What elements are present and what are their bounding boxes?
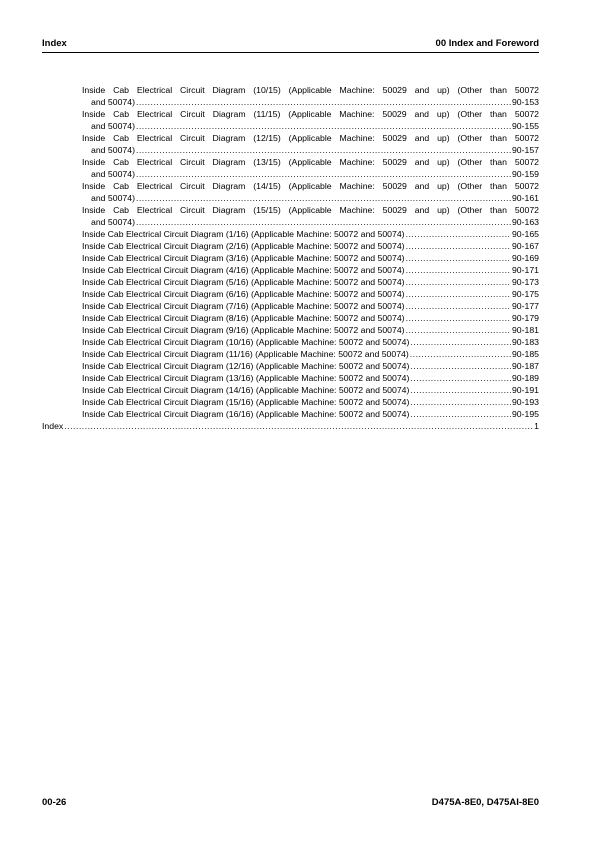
toc-entry[interactable] xyxy=(82,108,539,132)
toc-page-number: 90-187 xyxy=(511,361,539,371)
table-of-contents xyxy=(0,84,596,432)
toc-entry-title: Inside Cab Electrical Circuit Diagram (15/16) (Applicable Machine: 50072 and 50074) xyxy=(82,397,410,407)
toc-entry-title: Inside Cab Electrical Circuit Diagram (14/15) (Applicable Machine: 50029 and up) (Other than 50072 xyxy=(82,181,539,191)
toc-entry[interactable] xyxy=(82,276,539,288)
toc-entry[interactable] xyxy=(82,264,539,276)
toc-page-number: 90-171 xyxy=(511,265,539,275)
leader-dots xyxy=(406,288,511,300)
leader-dots xyxy=(136,192,511,204)
leader-dots xyxy=(410,348,511,360)
leader-dots xyxy=(410,396,511,408)
leader-dots xyxy=(406,300,511,312)
toc-page-number: 90-167 xyxy=(511,241,539,251)
page-header xyxy=(42,38,539,53)
leader-dots xyxy=(406,252,511,264)
toc-entry-title: Inside Cab Electrical Circuit Diagram (10/16) (Applicable Machine: 50072 and 50074) xyxy=(82,337,410,347)
toc-page-number: 1 xyxy=(534,421,539,431)
toc-entry[interactable] xyxy=(82,204,539,228)
toc-entry-title: Inside Cab Electrical Circuit Diagram (11/16) (Applicable Machine: 50072 and 50074) xyxy=(82,349,409,359)
toc-entry-title: Inside Cab Electrical Circuit Diagram (16/16) (Applicable Machine: 50072 and 50074) xyxy=(82,409,410,419)
toc-page-number: 90-157 xyxy=(511,145,539,155)
toc-entry-title: Inside Cab Electrical Circuit Diagram (8/16) (Applicable Machine: 50072 and 50074) xyxy=(82,313,405,323)
toc-page-number: 90-153 xyxy=(511,97,539,107)
leader-dots xyxy=(410,384,511,396)
toc-entry[interactable] xyxy=(82,252,539,264)
toc-page-number: 90-175 xyxy=(511,289,539,299)
header-chapter-title: 00 Index and Foreword xyxy=(435,38,539,49)
toc-page-number: 90-181 xyxy=(511,325,539,335)
leader-dots xyxy=(406,276,511,288)
leader-dots xyxy=(406,264,511,276)
leader-dots xyxy=(410,408,511,420)
toc-entry[interactable] xyxy=(82,348,539,360)
toc-entry[interactable] xyxy=(82,384,539,396)
toc-entry[interactable] xyxy=(82,372,539,384)
leader-dots xyxy=(406,324,511,336)
toc-entry-title: Inside Cab Electrical Circuit Diagram (12/16) (Applicable Machine: 50072 and 50074) xyxy=(82,361,410,371)
header-section-label: Index xyxy=(42,38,67,49)
toc-entry[interactable] xyxy=(82,132,539,156)
leader-dots xyxy=(410,372,511,384)
toc-entry-title-continued: and 50074) xyxy=(91,121,135,131)
toc-entry[interactable] xyxy=(82,324,539,336)
toc-entry[interactable] xyxy=(82,180,539,204)
toc-entry-title: Inside Cab Electrical Circuit Diagram (7/16) (Applicable Machine: 50072 and 50074) xyxy=(82,301,405,311)
toc-entry-title: Inside Cab Electrical Circuit Diagram (14/16) (Applicable Machine: 50072 and 50074) xyxy=(82,385,410,395)
toc-page-number: 90-179 xyxy=(511,313,539,323)
leader-dots xyxy=(136,96,511,108)
toc-entry-title: Inside Cab Electrical Circuit Diagram (2/16) (Applicable Machine: 50072 and 50074) xyxy=(82,241,405,251)
toc-entry-title-continued: and 50074) xyxy=(91,217,135,227)
leader-dots xyxy=(410,360,511,372)
leader-dots xyxy=(136,216,511,228)
toc-page-number: 90-183 xyxy=(511,337,539,347)
toc-entry-title: Inside Cab Electrical Circuit Diagram (11/15) (Applicable Machine: 50029 and up) (Other than 50072 xyxy=(82,109,539,119)
toc-entry[interactable] xyxy=(82,300,539,312)
toc-entry-title-continued: and 50074) xyxy=(91,97,135,107)
toc-entry-title: Inside Cab Electrical Circuit Diagram (9/16) (Applicable Machine: 50072 and 50074) xyxy=(82,325,405,335)
toc-entry[interactable] xyxy=(82,228,539,240)
toc-entry[interactable] xyxy=(82,312,539,324)
toc-page-number: 90-173 xyxy=(511,277,539,287)
toc-entry[interactable] xyxy=(82,240,539,252)
footer-model: D475A-8E0, D475AI-8E0 xyxy=(431,797,539,808)
toc-page-number: 90-163 xyxy=(511,217,539,227)
leader-dots xyxy=(136,168,511,180)
toc-entry[interactable] xyxy=(82,84,539,108)
toc-page-number: 90-195 xyxy=(511,409,539,419)
toc-entry[interactable] xyxy=(82,408,539,420)
toc-entry-title: Inside Cab Electrical Circuit Diagram (6/16) (Applicable Machine: 50072 and 50074) xyxy=(82,289,405,299)
toc-entry-title: Inside Cab Electrical Circuit Diagram (15/15) (Applicable Machine: 50029 and up) (Other than 50072 xyxy=(82,205,539,215)
footer-page-number: 00-26 xyxy=(42,797,67,808)
leader-dots xyxy=(136,144,511,156)
toc-page-number: 90-191 xyxy=(511,385,539,395)
toc-entry-title: Inside Cab Electrical Circuit Diagram (13/16) (Applicable Machine: 50072 and 50074) xyxy=(82,373,410,383)
leader-dots xyxy=(136,120,511,132)
toc-entry-index[interactable] xyxy=(42,420,539,432)
toc-entry[interactable] xyxy=(82,336,539,348)
toc-entry[interactable] xyxy=(82,288,539,300)
leader-dots xyxy=(64,420,533,432)
toc-page-number: 90-169 xyxy=(511,253,539,263)
toc-entry-title: Index xyxy=(42,421,64,431)
toc-entry-title-continued: and 50074) xyxy=(91,193,135,203)
leader-dots xyxy=(406,312,511,324)
toc-page-number: 90-193 xyxy=(511,397,539,407)
toc-entry[interactable] xyxy=(82,396,539,408)
toc-page-number: 90-177 xyxy=(511,301,539,311)
toc-page-number: 90-165 xyxy=(511,229,539,239)
page-footer xyxy=(42,797,539,808)
toc-page-number: 90-159 xyxy=(511,169,539,179)
toc-entry[interactable] xyxy=(82,156,539,180)
leader-dots xyxy=(406,228,511,240)
toc-entry-title: Inside Cab Electrical Circuit Diagram (12/15) (Applicable Machine: 50029 and up) (Other than 50072 xyxy=(82,133,539,143)
toc-page-number: 90-189 xyxy=(511,373,539,383)
toc-entry-title: Inside Cab Electrical Circuit Diagram (1/16) (Applicable Machine: 50072 and 50074) xyxy=(82,229,405,239)
toc-entry[interactable] xyxy=(82,360,539,372)
toc-entry-title: Inside Cab Electrical Circuit Diagram (3/16) (Applicable Machine: 50072 and 50074) xyxy=(82,253,405,263)
toc-entry-title: Inside Cab Electrical Circuit Diagram (5/16) (Applicable Machine: 50072 and 50074) xyxy=(82,277,405,287)
toc-page-number: 90-185 xyxy=(511,349,539,359)
toc-entry-title-continued: and 50074) xyxy=(91,145,135,155)
toc-entry-title: Inside Cab Electrical Circuit Diagram (10/15) (Applicable Machine: 50029 and up) (Other than 50072 xyxy=(82,85,539,95)
toc-page-number: 90-161 xyxy=(511,193,539,203)
toc-page-number: 90-155 xyxy=(511,121,539,131)
toc-entry-title: Inside Cab Electrical Circuit Diagram (4/16) (Applicable Machine: 50072 and 50074) xyxy=(82,265,405,275)
toc-entry-title: Inside Cab Electrical Circuit Diagram (13/15) (Applicable Machine: 50029 and up) (Other than 50072 xyxy=(82,157,539,167)
leader-dots xyxy=(406,240,511,252)
toc-entry-title-continued: and 50074) xyxy=(91,169,135,179)
leader-dots xyxy=(410,336,511,348)
